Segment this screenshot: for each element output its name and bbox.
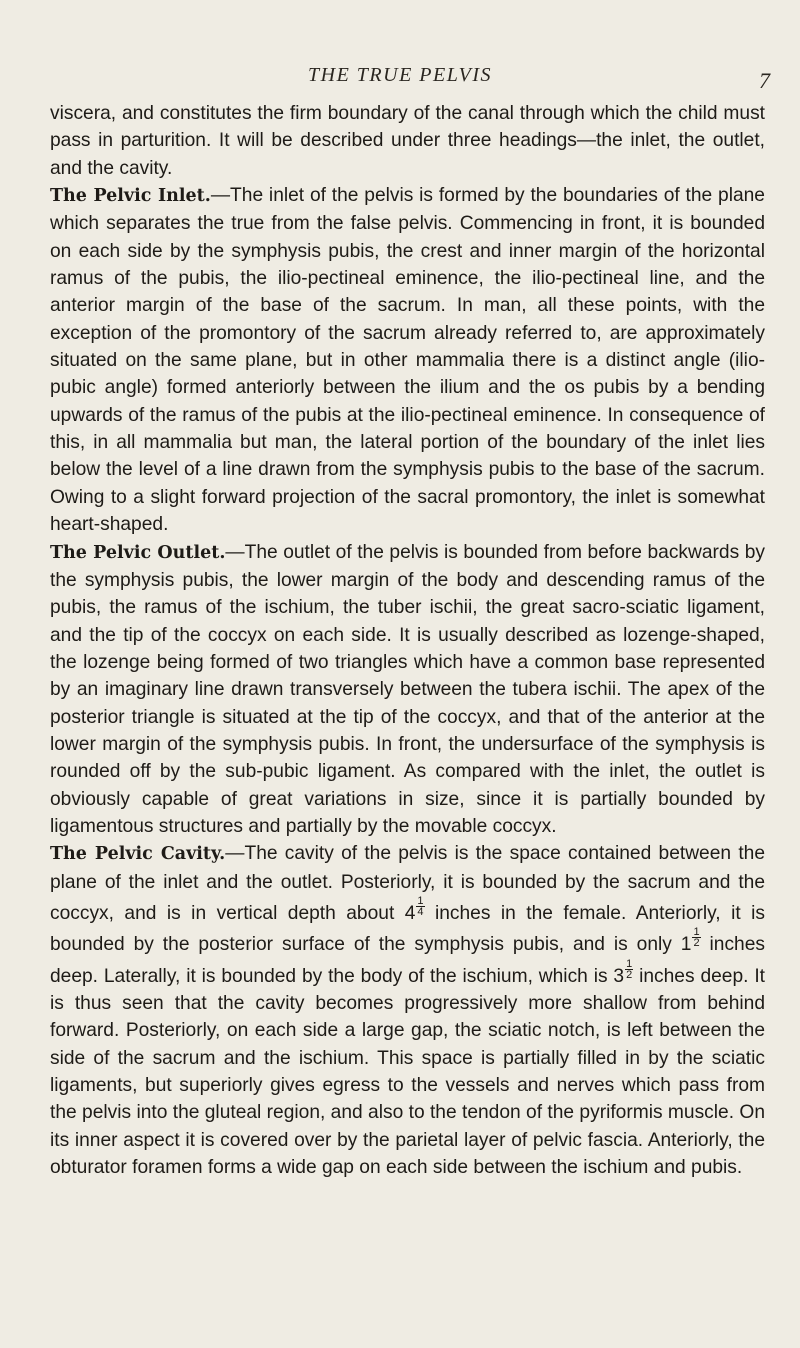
section-heading-inlet: The Pelvic Inlet. [50,186,211,207]
paragraph-pelvic-outlet [50,539,765,841]
cavity-text-a: —The cavity of the pelvis is the space contained between the plane of the inlet and the outlet. Posteriorly, it is bounded by the sacrum and the coccyx, and is in vertical depth about 4 [50,843,765,924]
page-number: 7 [759,68,770,93]
paragraph-pelvic-cavity [50,840,765,1181]
fraction-numerator: 1 [417,894,424,907]
cavity-text-b: inches in the female. Anteriorly, it is bounded by the posterior surface of the symphysis pubis, and is only 1 [50,902,765,956]
inlet-text: —The inlet of the pelvis is formed by the boundaries of the plane which separates the true from the false pelvis. Commencing in front, it is bounded on each side by the symphysis pubis, the crest and inner margin of the horizontal ramus of the pubis, the ilio-pectineal eminence, the ilio-pectineal line, and the anterior margin of the base of the sacrum. In man, all these points, with the exception of the promontory of the sacrum already referred to, are approximately situated on the same plane, but in other mammalia there is a distinct angle (ilio-pubic angle) formed anteriorly between the ilium and the os pubis by a bending upwards of the ramus of the pubis at the ilio-pectineal eminence. In consequence of this, in all mammalia but man, the lateral portion of the boundary of the inlet lies below the level of a line drawn from the symphysis pubis to the base of the sacrum. Owing to a slight forward projection of the sacral promontory, the inlet is somewhat heart-shaped. [50,185,765,536]
paragraph-continuation [50,100,765,182]
continuation-text: viscera, and constitutes the firm boundary of the canal through which the child must pass in parturition. It will be described under three headings—the inlet, the outlet, and the cavity. [50,103,765,179]
section-heading-cavity: The Pelvic Cavity. [50,844,226,865]
running-head [0,64,800,94]
cavity-text-d: inches deep. It is thus seen that the cavity becomes progressively more shallow from behind forward. Posteriorly, on each side a large gap, the sciatic notch, is left between the side of the sacrum and the ischium. This space is partially filled in by the sciatic ligaments, but superiorly gives egress to the vessels and nerves which pass from the pelvis into the gluteal region, and also to the tendon of the pyriformis muscle. On its inner aspect it is covered over by the parietal layer of pelvic fascia. Anteriorly, the obturator foramen forms a wide gap on each side between the ischium and pubis. [50,965,765,1179]
paragraph-pelvic-inlet [50,182,765,538]
body-text [50,100,765,1181]
cavity-text-c: inches deep. Laterally, it is bounded by the body of the ischium, which is 3 [50,934,765,987]
fraction-quarter [416,896,424,917]
fraction-denominator: 2 [626,968,633,981]
section-heading-outlet: The Pelvic Outlet. [50,542,226,563]
fraction-half [692,927,700,948]
running-title: THE TRUE PELVIS [308,64,492,86]
fraction-numerator: 1 [626,957,633,970]
outlet-text: —The outlet of the pelvis is bounded from before backwards by the symphysis pubis, the lower margin of the body and descending ramus of the pubis, the ramus of the ischium, the tuber ischii, the great sacro-sciatic ligament, and the tip of the coccyx on each side. It is usually described as lozenge-shaped, the lozenge being formed of two triangles which have a common base represented by an imaginary line drawn transversely between the tubera ischii. The apex of the posterior triangle is situated at the tip of the coccyx, and that of the anterior at the lower margin of the symphysis pubis. In front, the undersurface of the symphysis is rounded off by the sub-pubic ligament. As compared with the inlet, the outlet is obviously capable of great variations in size, since it is partially bounded by ligamentous structures and partially by the movable coccyx. [50,541,765,837]
fraction-denominator: 2 [693,937,700,950]
fraction-denominator: 4 [417,905,424,918]
fraction-numerator: 1 [693,926,700,939]
